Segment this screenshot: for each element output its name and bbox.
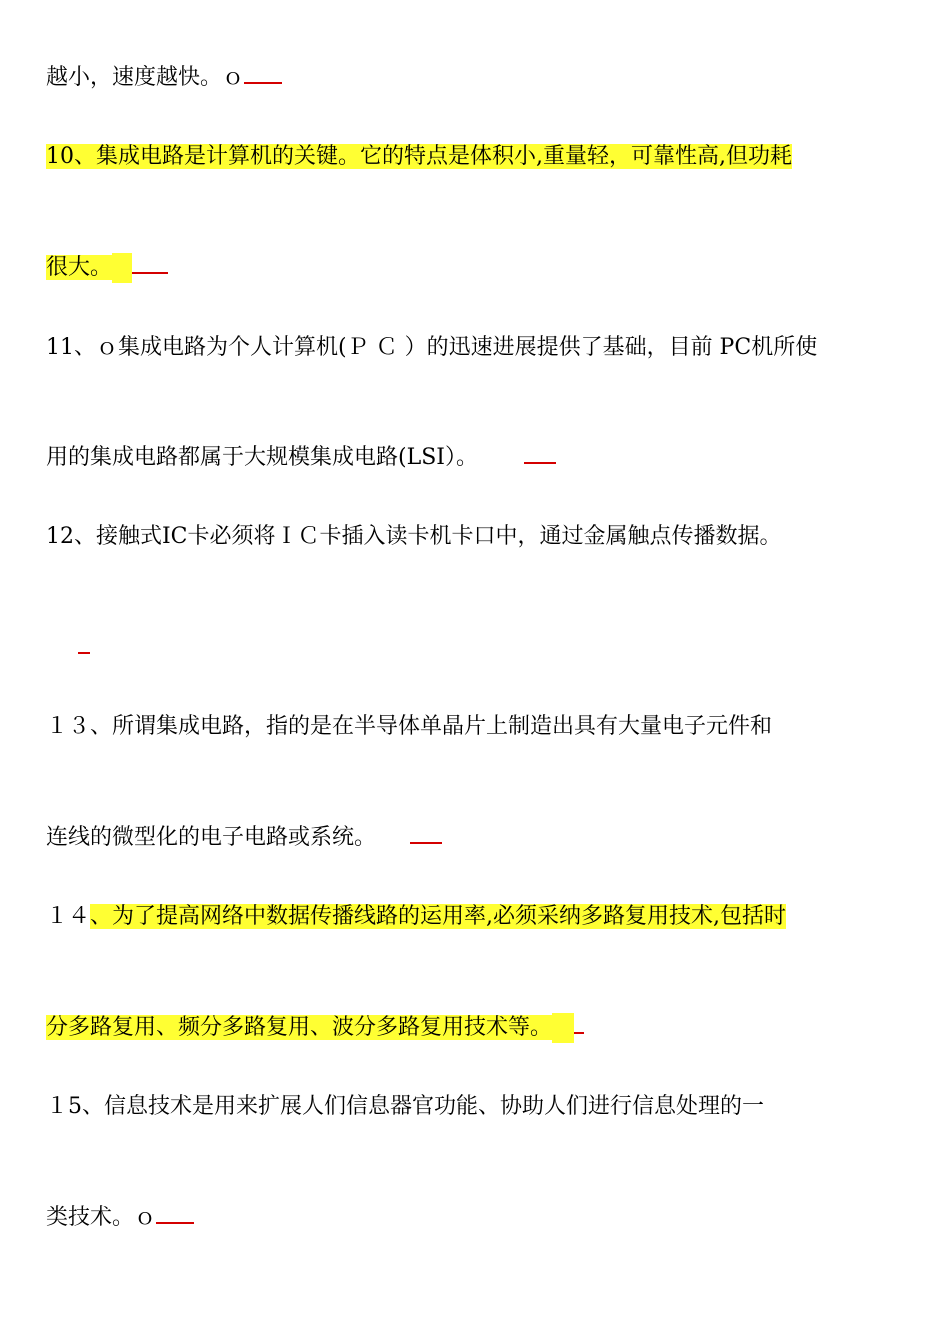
question-11-text-end: 用的集成电路都属于大规模集成电路(LSI）。 (46, 445, 478, 470)
question-14-number: １４ (46, 904, 91, 929)
question-15-text: １5、信息技术是用来扩展人们信息器官功能、协助人们进行信息处理的一 (46, 1094, 764, 1119)
question-10-line-2 (46, 250, 168, 283)
question-11-line-2 (46, 440, 556, 473)
question-15-line-2 (46, 1200, 194, 1233)
line-continuation (46, 60, 282, 93)
question-11-text: 11、ｏ集成电路为个人计算机(Ｐ Ｃ ）的迅速进展提供了基础，目前 PC机所使 (46, 335, 818, 360)
question-15-text-end: 类技术。ｏ (46, 1205, 157, 1230)
answer-blank[interactable] (132, 250, 168, 274)
answer-blank[interactable] (524, 440, 556, 464)
answer-blank[interactable] (78, 630, 90, 654)
answer-blank[interactable] (574, 1010, 584, 1034)
question-10-text-end: 很大。 (46, 255, 113, 280)
question-13-text-end: 连线的微型化的电子电路或系统。 (46, 825, 377, 850)
question-13-text: １３、所谓集成电路，指的是在半导体单晶片上制造出具有大量电子元件和 (46, 714, 773, 739)
answer-blank[interactable] (244, 60, 282, 84)
question-14-text-end: 分多路复用、频分多路复用、波分多路复用技术等。 (46, 1015, 553, 1040)
question-12-line-1 (46, 522, 782, 552)
answer-blank[interactable] (410, 820, 442, 844)
question-12-text: 12、接触式IC卡必须将ＩＣ卡插入读卡机卡口中，通过金属触点传播数据。 (46, 524, 782, 549)
question-14-line-1 (46, 902, 786, 932)
question-13-line-1 (46, 712, 772, 742)
line-text: 越小，速度越快。ｏ (46, 65, 245, 90)
question-14-line-2 (46, 1010, 584, 1043)
question-10-text: 10、集成电路是计算机的关键。它的特点是体积小,重量轻，可靠性高,但功耗 (46, 144, 792, 169)
question-14-text: 、为了提高网络中数据传播线路的运用率,必须采纳多路复用技术,包括时 (90, 904, 787, 929)
question-10-line-1 (46, 142, 792, 172)
question-12-line-2 (46, 630, 90, 663)
question-15-line-1 (46, 1092, 764, 1122)
question-13-line-2 (46, 820, 442, 853)
question-11-line-1 (46, 333, 817, 363)
answer-blank[interactable] (156, 1200, 194, 1224)
